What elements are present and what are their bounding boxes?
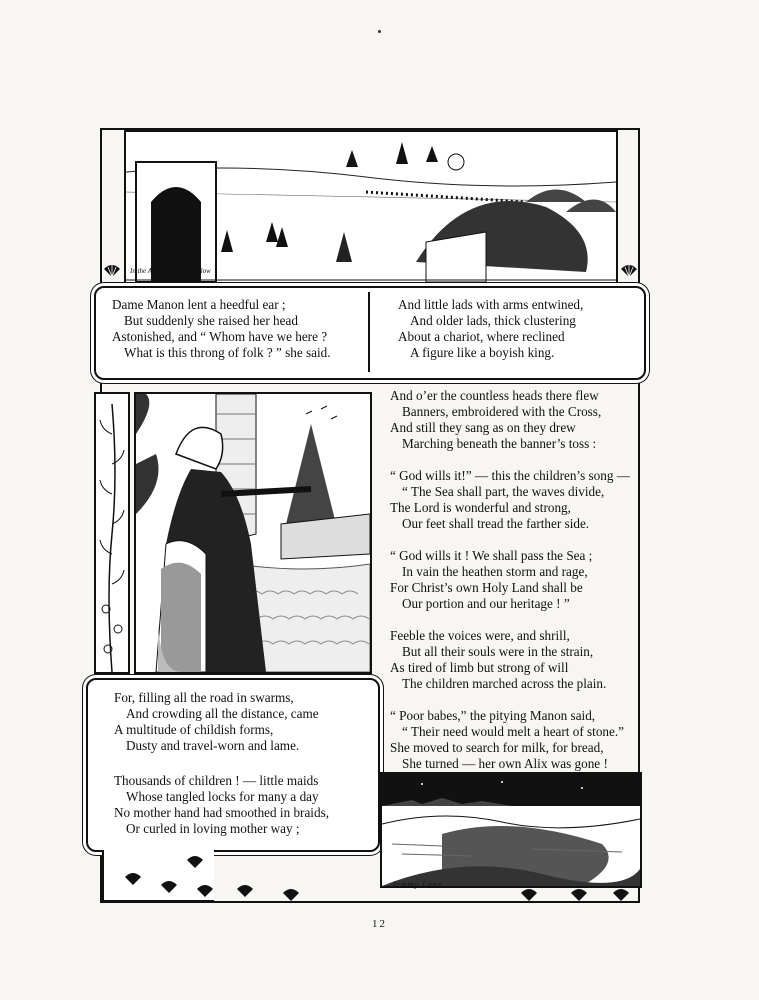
page-speck [378,30,381,33]
scallop-shell-icon [612,888,630,902]
scallop-shell-icon [124,872,142,886]
verse-line: And o’er the countless heads there flew [390,388,599,403]
scallop-shell-icon [160,880,178,894]
verse-line: “ God wills it!” — this the children’s song — [390,468,630,483]
verse-line: She moved to search for milk, for bread, [390,740,604,755]
verse-line: Or curled in loving mother way ; [126,821,300,836]
verse-line: For Christ’s own Holy Land shall be [390,580,583,595]
stanza-2 [398,297,583,361]
stanza-8 [114,690,319,754]
verse-line: And little lads with arms entwined, [398,297,584,312]
night-landscape-illustration [380,772,642,888]
scallop-shell-icon [103,264,121,278]
verse-line: Astonished, and “ Whom have we here ? [112,329,328,344]
verse-line: Whose tangled locks for many a day [126,789,319,804]
verse-line: Banners, embroidered with the Cross, [402,404,602,419]
stanza-5 [390,548,592,612]
scallop-shell-icon [282,888,300,902]
mother-child-illustration [134,392,372,674]
verse-line: “ Their need would melt a heart of stone.” [402,724,625,739]
verse-line: Marching beneath the banner’s toss : [402,436,597,451]
top-illustration [124,130,618,284]
verse-line: “ Poor babes,” the pitying Manon said, [390,708,596,723]
verse-line: “ God wills it ! We shall pass the Sea ; [390,548,593,563]
column-divider [368,292,370,372]
verse-line: Our feet shall tread the farther side. [402,516,590,531]
verse-line: But all their souls were in the strain, [402,644,594,659]
verse-line: As tired of limb but strong of will [390,660,569,675]
stanza-9 [114,773,329,837]
floral-border-strip [94,392,130,674]
verse-line: The Lord is wonderful and strong, [390,500,571,515]
verse-line: Dusty and travel-worn and lame. [126,738,300,753]
top-caption: In the Anjou the sun was low [130,267,211,275]
verse-line: Our portion and our heritage ! ” [402,596,570,611]
verse-line: Thousands of children ! — little maids [114,773,319,788]
verse-line: In vain the heathen storm and rage, [402,564,588,579]
verse-line: But suddenly she raised her head [124,313,298,328]
scallop-shell-icon [186,855,204,869]
verse-line: A figure like a boyish king. [410,345,555,360]
stanza-6 [390,628,606,692]
verse-line: Feeble the voices were, and shrill, [390,628,570,643]
verse-line: The children marched across the plain. [402,676,607,691]
artist-signature: Jemmy Lane [392,880,443,889]
verse-line: Dame Manon lent a heedful ear ; [112,297,286,312]
stanza-1 [112,297,331,361]
stanza-7 [390,708,624,772]
stanza-3 [390,388,601,452]
page-number: 12 [372,918,387,930]
scallop-shell-icon [570,888,588,902]
verse-line: And crowding all the distance, came [126,706,319,721]
stanza-4 [390,468,630,532]
verse-line: And older lads, thick clustering [410,313,576,328]
verse-line: She turned — her own Alix was gone ! [402,756,608,771]
scallop-shell-icon [620,264,638,278]
verse-line: No mother hand had smoothed in braids, [114,805,329,820]
verse-line: And still they sang as on they drew [390,420,576,435]
scallop-shell-icon [196,884,214,898]
verse-line: About a chariot, where reclined [398,329,565,344]
verse-line: A multitude of childish forms, [114,722,274,737]
scallop-shell-icon [520,888,538,902]
scallop-shell-icon [236,884,254,898]
verse-line: For, filling all the road in swarms, [114,690,294,705]
verse-line: What is this throng of folk ? ” she said. [124,345,331,360]
verse-line: “ The Sea shall part, the waves divide, [402,484,605,499]
